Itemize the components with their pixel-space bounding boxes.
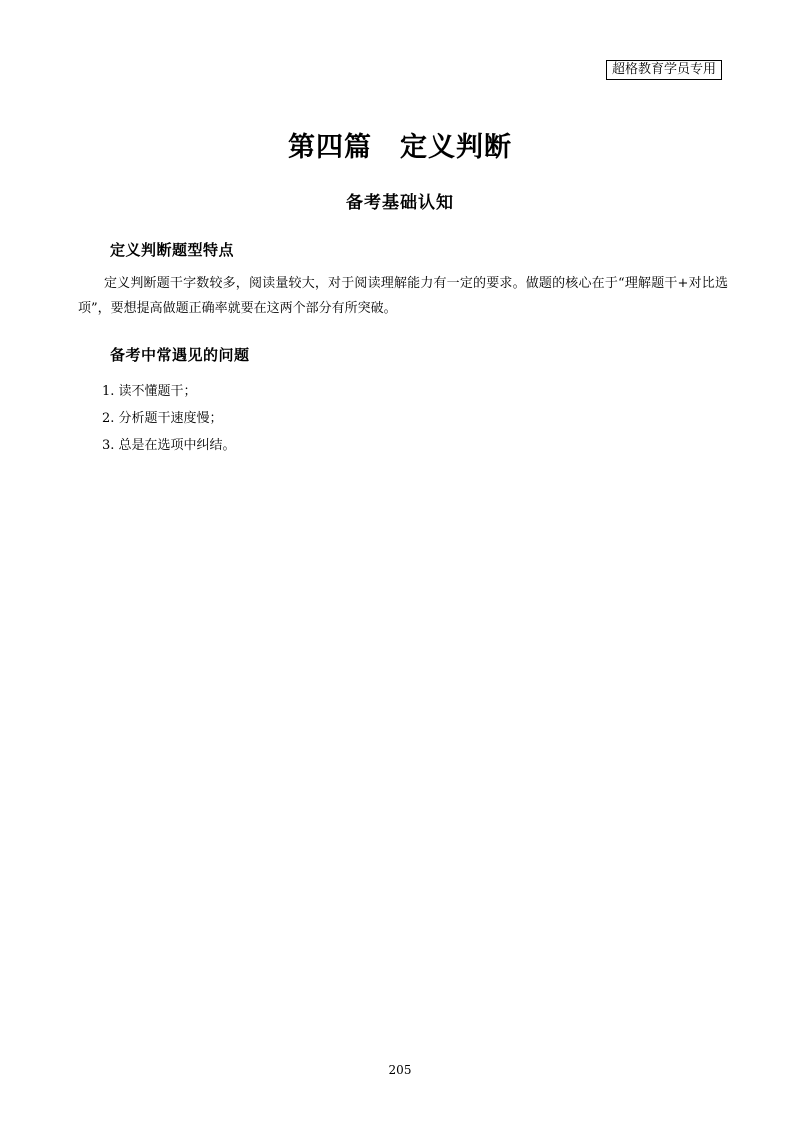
page-number: 205 bbox=[388, 1063, 412, 1077]
problems-heading: 备考中常遇见的问题 bbox=[110, 346, 250, 364]
part-title bbox=[0, 130, 800, 166]
list-item: 3. 总是在选项中纠结。 bbox=[102, 438, 236, 453]
problems-list bbox=[102, 379, 236, 460]
list-item: 2. 分析题干速度慢； bbox=[102, 411, 223, 426]
features-heading: 定义判断题型特点 bbox=[110, 241, 235, 259]
part-number: 第四篇 bbox=[288, 132, 372, 163]
section-title: 备考基础认知 bbox=[346, 193, 454, 213]
part-name: 定义判断 bbox=[400, 132, 512, 163]
features-paragraph: 定义判断题干字数较多，阅读量较大，对于阅读理解能力有一定的要求。做题的核心在于“理解题干+对比选项”，要想提高做题正确率就要在这两个部分有所突破。 bbox=[78, 276, 728, 316]
header-tag: 超格教育学员专用 bbox=[606, 60, 722, 80]
list-item: 1. 读不懂题干； bbox=[102, 384, 197, 399]
